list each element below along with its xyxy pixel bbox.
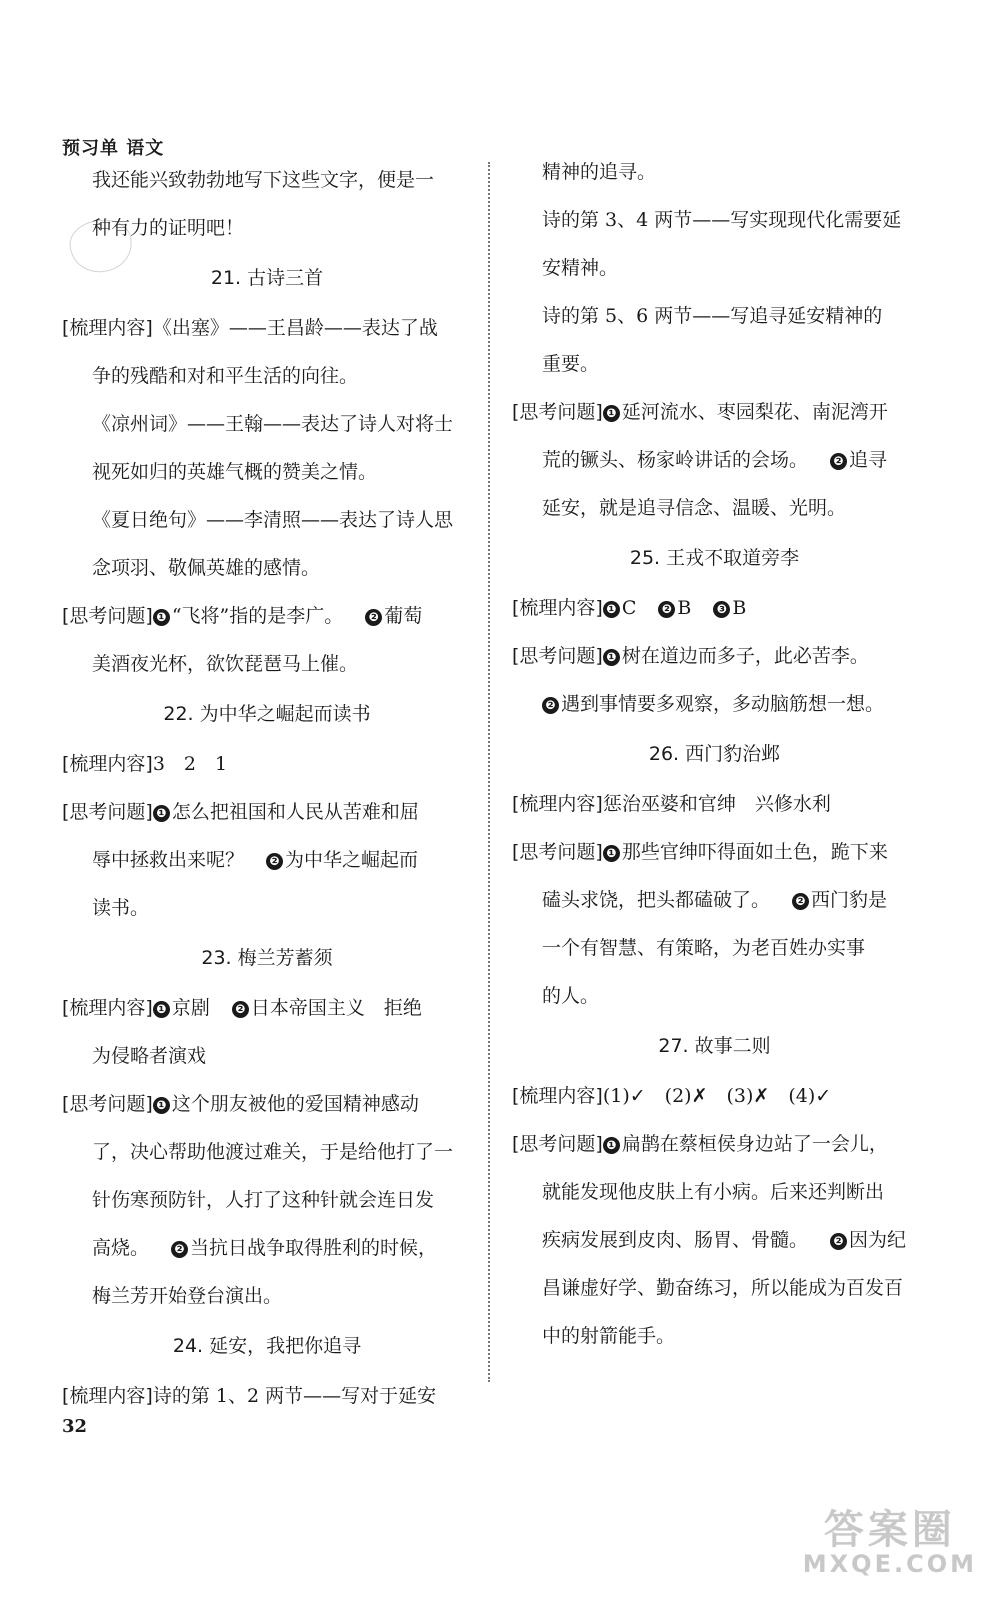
marker-two-icon: ❷ [365, 609, 382, 626]
marker-two-icon: ❷ [792, 893, 809, 910]
sort-label: [梳理内容] [62, 317, 153, 339]
answer-line: [思考问题] ❶ 树在道边而多子，此必苦李。 [512, 645, 869, 667]
sort-label: [梳理内容] [62, 753, 153, 775]
answer-line: 争的残酷和对和平生活的向往。 [92, 365, 359, 387]
answer-line: 针伤寒预防针，人打了这种针就会连日发 [92, 1189, 435, 1211]
answer-line: [思考问题] ❶ 扁鹊在蔡桓侯身边站了一会儿， [512, 1133, 888, 1155]
marker-one-icon: ❶ [153, 609, 170, 626]
marker-two-icon: ❷ [658, 601, 675, 618]
think-label: [思考问题] [512, 645, 603, 667]
marker-three-icon: ❸ [713, 601, 730, 618]
answer-line: 疾病发展到皮肉、肠胃、骨髓。 ❷ 因为纪 [542, 1229, 907, 1251]
page-number: 32 [62, 1416, 88, 1437]
answer-line: [思考问题] ❶ 这个朋友被他的爱国精神感动 [62, 1093, 419, 1115]
answer-line: 高烧。 ❷ 当抗日战争取得胜利的时候， [92, 1237, 438, 1259]
watermark-logo: 答案圈 MXQE.COM [802, 1507, 977, 1578]
think-label: [思考问题] [512, 401, 603, 423]
answer-line: 视死如归的英雄气概的赞美之情。 [92, 461, 378, 483]
answer-line: [梳理内容] ❶ 京剧 ❷ 日本帝国主义 拒绝 [62, 997, 422, 1019]
answer-line: 一个有智慧、有策略，为老百姓办实事 [542, 937, 866, 959]
answer-line: 读书。 [92, 897, 150, 919]
answer-line: [梳理内容]惩治巫婆和官绅 兴修水利 [512, 793, 831, 815]
answer-line: [梳理内容]诗的第 1、2 两节——写对于延安 [62, 1385, 437, 1407]
answer-line: 梅兰芳开始登台演出。 [92, 1285, 283, 1307]
answer-line: [梳理内容](1)✓ (2)✗ (3)✗ (4)✓ [512, 1085, 832, 1107]
answer-line: [思考问题] ❶ “飞将”指的是李广。 ❷ 葡萄 [62, 605, 423, 627]
answer-line: 《凉州词》——王翰——表达了诗人对将士 [92, 413, 454, 435]
answer-line: 诗的第 3、4 两节——写实现现代化需要延 [542, 209, 902, 231]
sort-label: [梳理内容] [62, 997, 153, 1019]
sort-label: [梳理内容] [512, 1085, 603, 1107]
answer-line: 重要。 [542, 353, 600, 375]
answer-line: ❷ 遇到事情要多观察，多动脑筋想一想。 [512, 680, 917, 728]
page-header: 预习单 语文 [62, 138, 165, 159]
answer-line: [梳理内容]《出塞》——王昌龄——表达了战 [62, 317, 438, 339]
answer-line: 的人。 [542, 985, 600, 1007]
answer-line: 荒的镢头、杨家岭讲话的会场。 ❷ 追寻 [542, 449, 888, 471]
answer-line: 辱中拯救出来呢？ ❷ 为中华之崛起而 [92, 849, 419, 871]
sort-label: [梳理内容] [62, 1385, 153, 1407]
marker-one-icon: ❶ [603, 1137, 620, 1154]
sort-label: [梳理内容] [512, 597, 603, 619]
section-title: 21. 古诗三首 [210, 267, 324, 289]
think-label: [思考问题] [62, 801, 153, 823]
sort-label: [梳理内容] [512, 793, 603, 815]
marker-one-icon: ❶ [603, 601, 620, 618]
answer-line: 美酒夜光杯，欲饮琵琶马上催。 [92, 653, 359, 675]
answer-line: 磕头求饶，把头都磕破了。 ❷ 西门豹是 [542, 889, 888, 911]
marker-two-icon: ❷ [266, 853, 283, 870]
answer-line: [梳理内容] ❶ C ❷ B ❸ B [512, 597, 747, 619]
answer-line: 昌谦虚好学、勤奋练习，所以能成为百发百 [542, 1277, 904, 1299]
section-title: 24. 延安，我把你追寻 [172, 1335, 362, 1357]
answer-line: 念项羽、敬佩英雄的感情。 [92, 557, 321, 579]
section-title: 25. 王戎不取道旁李 [629, 547, 800, 569]
left-column [62, 156, 472, 1420]
marker-one-icon: ❶ [603, 649, 620, 666]
section-title: 26. 西门豹治邺 [648, 743, 781, 765]
answer-line: 为侵略者演戏 [92, 1045, 207, 1067]
intro-line: 我还能兴致勃勃地写下这些文字，便是一 [92, 169, 435, 191]
answer-line: 诗的第 5、6 两节——写追寻延安精神的 [542, 305, 883, 327]
think-label: [思考问题] [62, 1093, 153, 1115]
section-title: 23. 梅兰芳蓄须 [201, 947, 333, 969]
answer-line: 安精神。 [542, 257, 619, 279]
section-title: 27. 故事二则 [658, 1035, 771, 1057]
marker-two-icon: ❷ [232, 1001, 249, 1018]
column-divider [488, 162, 490, 1382]
marker-one-icon: ❶ [603, 845, 620, 862]
marker-two-icon: ❷ [830, 453, 847, 470]
answer-line: 就能发现他皮肤上有小病。后来还判断出 [542, 1181, 885, 1203]
marker-one-icon: ❶ [153, 1001, 170, 1018]
marker-two-icon: ❷ [171, 1241, 188, 1258]
answer-line: [梳理内容]3 2 1 [62, 753, 228, 775]
marker-two-icon: ❷ [830, 1233, 847, 1250]
section-title: 22. 为中华之崛起而读书 [163, 703, 371, 725]
answer-line: 精神的追寻。 [542, 161, 657, 183]
marker-one-icon: ❶ [153, 805, 170, 822]
marker-one-icon: ❶ [153, 1097, 170, 1114]
think-label: [思考问题] [62, 605, 153, 627]
think-label: [思考问题] [512, 1133, 603, 1155]
marker-two-icon: ❷ [542, 697, 559, 714]
right-column [512, 148, 917, 1360]
answer-line: 延安，就是追寻信念、温暖、光明。 [542, 497, 847, 519]
answer-line: [思考问题] ❶ 怎么把祖国和人民从苦难和屈 [62, 801, 419, 823]
marker-one-icon: ❶ [603, 405, 620, 422]
think-label: [思考问题] [512, 841, 603, 863]
answer-line: [思考问题] ❶ 那些官绅吓得面如土色，跪下来 [512, 841, 888, 863]
answer-line: 了，决心帮助他渡过难关，于是给他打了一 [92, 1141, 454, 1163]
intro-line: 种有力的证明吧！ [92, 217, 245, 239]
answer-line: 中的射箭能手。 [542, 1325, 676, 1347]
answer-line: 《夏日绝句》——李清照——表达了诗人思 [92, 509, 454, 531]
answer-line: [思考问题] ❶ 延河流水、枣园梨花、南泥湾开 [512, 401, 888, 423]
